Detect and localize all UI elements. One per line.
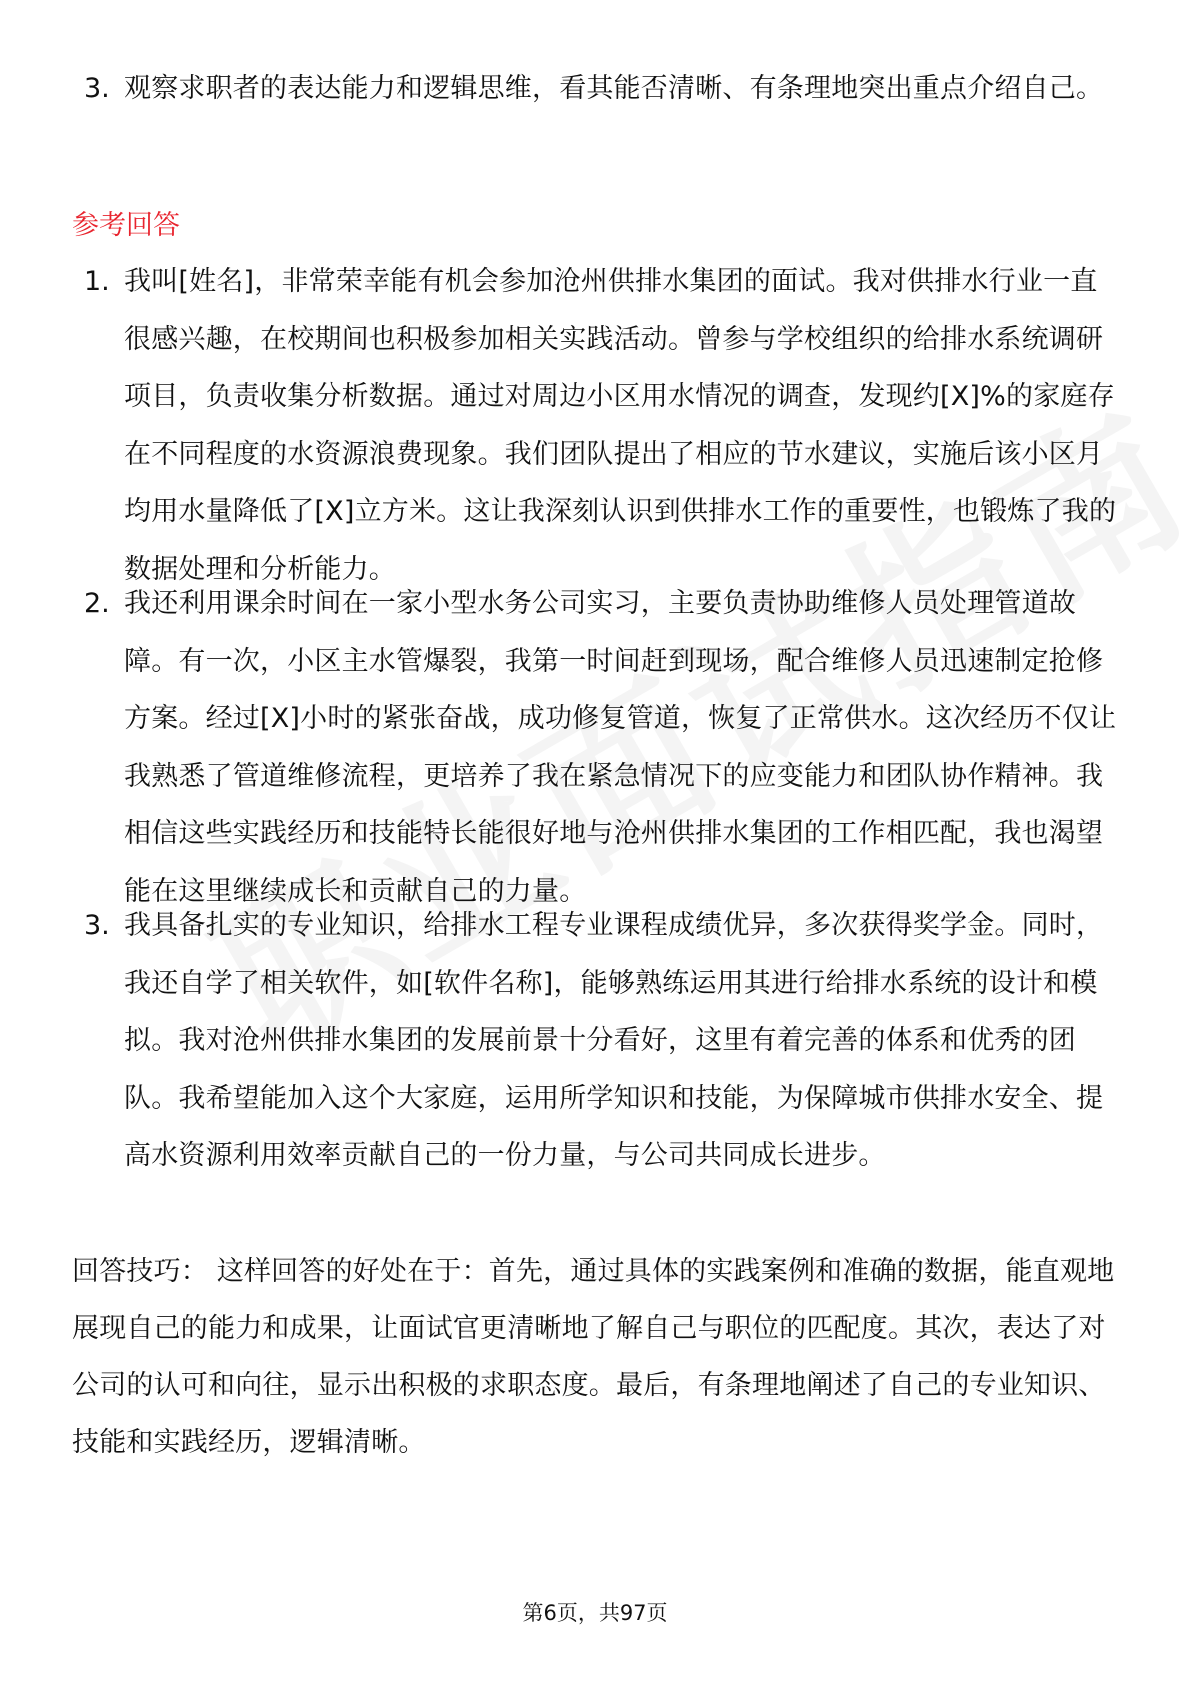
answer-tips: 回答技巧： 这样回答的好处在于：首先，通过具体的实践案例和准确的数据，能直观地展现自己的能力和成果，让面试官更清晰地了解自己与职位的匹配度。其次，表达了对公司的认可和向往，显示出积极的求职态度。最后，有条理地阐述了自己的专业知识、技能和实践经历，逻辑清晰。: [72, 1256, 1115, 1458]
list-text: 我具备扎实的专业知识，给排水工程专业课程成绩优异，多次获得奖学金。同时，我还自学了相关软件，如[软件名称]，能够熟练运用其进行给排水系统的设计和模拟。我对沧州供排水集团的发展前景十分看好，这里有着完善的体系和优秀的团队。我希望能加入这个大家庭，运用所学知识和技能，为保障城市供排水安全、提高水资源利用效率贡献自己的一份力量，与公司共同成长进步。: [124, 910, 1104, 1171]
list-number: 3.: [84, 73, 110, 104]
list-number: 2.: [84, 588, 110, 619]
list-number: 1.: [84, 266, 110, 297]
list-number: 3.: [84, 910, 110, 941]
list-text: 我叫[姓名]，非常荣幸能有机会参加沧州供排水集团的面试。我对供排水行业一直很感兴趣，在校期间也积极参加相关实践活动。曾参与学校组织的给排水系统调研项目，负责收集分析数据。通过对周边小区用水情况的调查，发现约[X]%的家庭存在不同程度的水资源浪费现象。我们团队提出了相应的节水建议，实施后该小区月均用水量降低了[X]立方米。这让我深刻认识到供排水工作的重要性，也锻炼了我的数据处理和分析能力。: [124, 266, 1117, 585]
list-text: 我还利用课余时间在一家小型水务公司实习，主要负责协助维修人员处理管道故障。有一次，小区主水管爆裂，我第一时间赶到现场，配合维修人员迅速制定抢修方案。经过[X]小时的紧张奋战，成功修复管道，恢复了正常供水。这次经历不仅让我熟悉了管道维修流程，更培养了我在紧急情况下的应变能力和团队协作精神。我相信这些实践经历和技能特长能很好地与沧州供排水集团的工作相匹配，我也渴望能在这里继续成长和贡献自己的力量。: [124, 588, 1117, 907]
page-footer: 第6页，共97页: [522, 1601, 668, 1625]
list-text: 观察求职者的表达能力和逻辑思维，看其能否清晰、有条理地突出重点介绍自己。: [124, 73, 1104, 104]
answer-heading: 参考回答: [72, 210, 180, 241]
